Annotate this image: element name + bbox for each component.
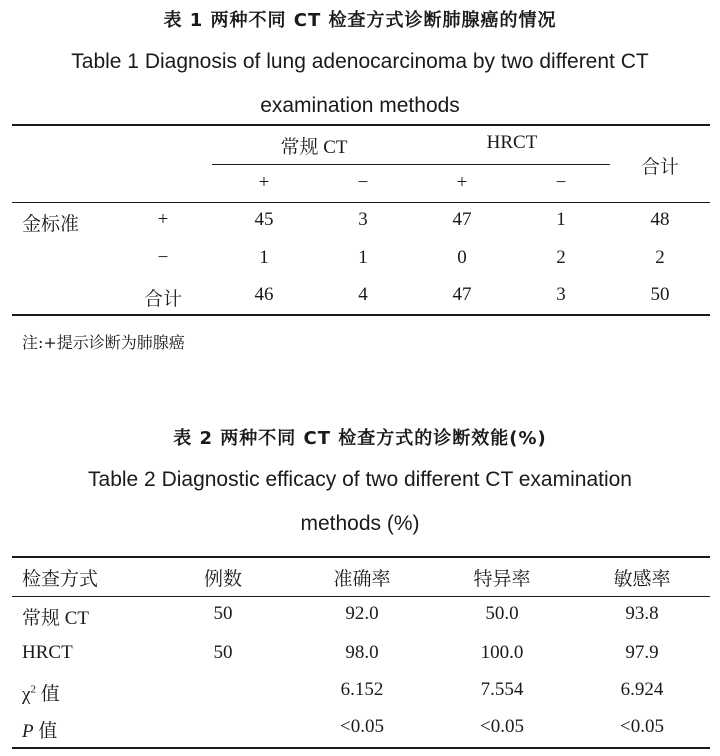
p-suffix: 值 xyxy=(33,721,58,742)
table2-col-specificity: 特异率 xyxy=(473,569,531,590)
table2-cell: <0.05 xyxy=(480,716,524,737)
table2-cell: 50 xyxy=(213,642,233,663)
table1-header-hrct-plus: + xyxy=(456,172,468,193)
table1-group-rule xyxy=(212,164,610,165)
table2-header-rule xyxy=(12,596,710,597)
table1-cell: 2 xyxy=(556,247,566,268)
table2-cell: 50.0 xyxy=(485,603,519,624)
table2-cell: 93.8 xyxy=(625,603,659,624)
table1-bottom-rule xyxy=(12,314,710,316)
chi-suffix: 值 xyxy=(35,684,60,705)
table1-note: 注:+提示诊断为肺腺癌 xyxy=(22,333,185,352)
table2-col-method: 检查方式 xyxy=(22,569,99,590)
table1-cell: 45 xyxy=(254,209,274,230)
table2-col-accuracy: 准确率 xyxy=(333,569,391,590)
table1-header-total: 合计 xyxy=(640,157,680,178)
table2-row-label-p-value xyxy=(22,716,57,743)
table1-row3-sub-label: 合计 xyxy=(143,289,183,310)
table2-cell: 98.0 xyxy=(345,642,379,663)
table1-header-ct-plus: + xyxy=(258,172,270,193)
table2-cell: <0.05 xyxy=(620,716,664,737)
chi-superscript: 2 xyxy=(30,683,36,696)
chi-symbol: χ xyxy=(22,684,31,705)
table1-cell: 48 xyxy=(650,209,670,230)
table2-cell: 6.924 xyxy=(620,679,664,700)
table1-cell: 3 xyxy=(358,209,368,230)
p-symbol: P xyxy=(22,721,34,742)
table1-cell: 46 xyxy=(254,284,274,305)
table1-header-ct-minus: − xyxy=(357,172,369,193)
table1-cell: 1 xyxy=(556,209,566,230)
table2-caption-en-line2: methods (%) xyxy=(300,512,420,535)
table1-cell: 1 xyxy=(259,247,269,268)
table2-row-label-chi-square xyxy=(22,679,60,706)
table1-row2-sub-label: − xyxy=(157,247,169,268)
table1-cell: 4 xyxy=(358,284,368,305)
table1-cell: 3 xyxy=(556,284,566,305)
table2-bottom-rule xyxy=(12,747,710,749)
table2-row-label: HRCT xyxy=(22,642,73,663)
table2-cell: <0.05 xyxy=(340,716,384,737)
table1-header-rule xyxy=(12,202,710,203)
table1-header-hrct-minus: − xyxy=(555,172,567,193)
table1-caption-en-line1: Table 1 Diagnosis of lung adenocarcinoma by two different CT xyxy=(71,50,649,73)
table1-cell: 50 xyxy=(650,284,670,305)
table2-row-label: 常规 CT xyxy=(22,608,90,629)
table1-row-label-gold-standard: 金标准 xyxy=(22,214,80,235)
table2-top-rule xyxy=(12,556,710,558)
table2-col-sensitivity: 敏感率 xyxy=(613,569,671,590)
table1-caption-cn: 表 1 两种不同 CT 检查方式诊断肺腺癌的情况 xyxy=(163,10,557,31)
table1-cell: 2 xyxy=(655,247,665,268)
table1-cell: 47 xyxy=(452,209,472,230)
table1-cell: 47 xyxy=(452,284,472,305)
table1-header-group-hrct: HRCT xyxy=(486,132,538,153)
table2-caption-en-line1: Table 2 Diagnostic efficacy of two different CT examination xyxy=(88,468,632,491)
table1-caption-en-line2: examination methods xyxy=(260,94,460,117)
table1-cell: 1 xyxy=(358,247,368,268)
table2-cell: 50 xyxy=(213,603,233,624)
table2-cell: 97.9 xyxy=(625,642,659,663)
table1-top-rule xyxy=(12,124,710,126)
table1-row1-sub-label: + xyxy=(157,209,169,230)
table2-caption-cn: 表 2 两种不同 CT 检查方式的诊断效能(%) xyxy=(173,428,547,449)
table2-cell: 6.152 xyxy=(340,679,384,700)
table2-cell: 7.554 xyxy=(480,679,524,700)
table2-cell: 100.0 xyxy=(480,642,524,663)
table2-cell: 92.0 xyxy=(345,603,379,624)
table1-cell: 0 xyxy=(457,247,467,268)
table2-col-cases: 例数 xyxy=(203,569,243,590)
table1-header-group-conventional-ct: 常规 CT xyxy=(280,137,348,158)
